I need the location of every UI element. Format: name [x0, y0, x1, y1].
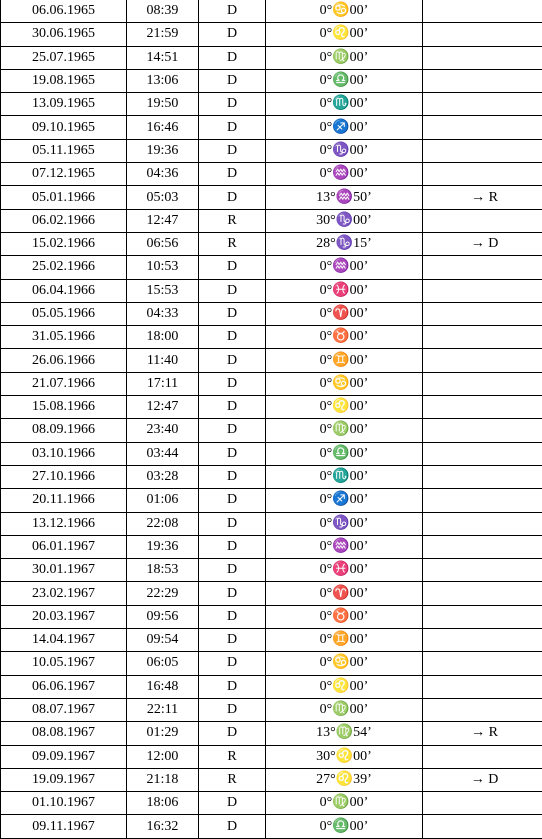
station-note-cell: → R — [423, 186, 542, 209]
direction-cell: D — [199, 419, 266, 442]
time-cell: 12:00 — [127, 745, 199, 768]
date-cell: 10.05.1967 — [1, 652, 127, 675]
table-row — [1, 815, 542, 838]
direction-cell: D — [199, 605, 266, 628]
date-cell: 03.10.1966 — [1, 442, 127, 465]
station-note-cell — [423, 139, 542, 162]
direction-cell: D — [199, 0, 266, 23]
date-cell: 09.11.1967 — [1, 815, 127, 838]
table-row — [1, 559, 542, 582]
table-row — [1, 93, 542, 116]
date-cell: 31.05.1966 — [1, 326, 127, 349]
station-note-cell — [423, 396, 542, 419]
position-cell: 0°♑00’ — [266, 139, 423, 162]
time-cell: 05:03 — [127, 186, 199, 209]
table-row — [1, 69, 542, 92]
station-note-cell — [423, 349, 542, 372]
date-cell: 19.09.1967 — [1, 768, 127, 791]
position-cell: 0°♉00’ — [266, 326, 423, 349]
direction-cell: D — [199, 815, 266, 838]
position-cell: 0°♒00’ — [266, 535, 423, 558]
time-cell: 01:06 — [127, 489, 199, 512]
date-cell: 23.02.1967 — [1, 582, 127, 605]
station-note-cell — [423, 675, 542, 698]
time-cell: 18:06 — [127, 792, 199, 815]
direction-cell: D — [199, 46, 266, 69]
time-cell: 08:39 — [127, 0, 199, 23]
table-row — [1, 186, 542, 209]
position-cell: 0°♌00’ — [266, 396, 423, 419]
direction-cell: D — [199, 326, 266, 349]
station-note-cell — [423, 582, 542, 605]
date-cell: 01.10.1967 — [1, 792, 127, 815]
table-row — [1, 0, 542, 23]
direction-cell: D — [199, 163, 266, 186]
date-cell: 25.02.1966 — [1, 256, 127, 279]
table-row — [1, 232, 542, 255]
table-row — [1, 349, 542, 372]
direction-cell: D — [199, 559, 266, 582]
time-cell: 11:40 — [127, 349, 199, 372]
direction-cell: R — [199, 209, 266, 232]
table-row — [1, 372, 542, 395]
direction-cell: D — [199, 302, 266, 325]
station-note-cell — [423, 652, 542, 675]
station-note-cell — [423, 442, 542, 465]
direction-cell: D — [199, 93, 266, 116]
time-cell: 04:36 — [127, 163, 199, 186]
direction-cell: D — [199, 256, 266, 279]
table-row — [1, 605, 542, 628]
station-note-cell: → R — [423, 722, 542, 745]
date-cell: 06.02.1966 — [1, 209, 127, 232]
direction-cell: D — [199, 465, 266, 488]
station-note-cell — [423, 116, 542, 139]
time-cell: 21:59 — [127, 23, 199, 46]
direction-cell: D — [199, 698, 266, 721]
station-note-cell — [423, 0, 542, 23]
station-note-cell — [423, 698, 542, 721]
position-cell: 0°♓00’ — [266, 559, 423, 582]
time-cell: 04:33 — [127, 302, 199, 325]
table-row — [1, 465, 542, 488]
time-cell: 13:06 — [127, 69, 199, 92]
table-row — [1, 256, 542, 279]
time-cell: 09:56 — [127, 605, 199, 628]
direction-cell: D — [199, 372, 266, 395]
table-row — [1, 116, 542, 139]
position-cell: 0°♍00’ — [266, 698, 423, 721]
station-note-cell — [423, 326, 542, 349]
direction-cell: R — [199, 745, 266, 768]
date-cell: 19.08.1965 — [1, 69, 127, 92]
table-row — [1, 326, 542, 349]
direction-cell: D — [199, 69, 266, 92]
station-note-cell — [423, 419, 542, 442]
date-cell: 05.01.1966 — [1, 186, 127, 209]
position-cell: 0°♏00’ — [266, 465, 423, 488]
time-cell: 10:53 — [127, 256, 199, 279]
time-cell: 18:00 — [127, 326, 199, 349]
station-note-cell — [423, 372, 542, 395]
date-cell: 06.04.1966 — [1, 279, 127, 302]
position-cell: 0°♌00’ — [266, 675, 423, 698]
date-cell: 27.10.1966 — [1, 465, 127, 488]
direction-cell: D — [199, 116, 266, 139]
direction-cell: D — [199, 652, 266, 675]
position-cell: 30°♌00’ — [266, 745, 423, 768]
position-cell: 0°♎00’ — [266, 815, 423, 838]
date-cell: 08.09.1966 — [1, 419, 127, 442]
table-row — [1, 489, 542, 512]
date-cell: 15.08.1966 — [1, 396, 127, 419]
table-row — [1, 675, 542, 698]
date-cell: 25.07.1965 — [1, 46, 127, 69]
table-row — [1, 396, 542, 419]
date-cell: 09.09.1967 — [1, 745, 127, 768]
date-cell: 14.04.1967 — [1, 629, 127, 652]
station-note-cell — [423, 512, 542, 535]
table-row — [1, 302, 542, 325]
position-cell: 0°♉00’ — [266, 605, 423, 628]
table-row — [1, 209, 542, 232]
table-row — [1, 745, 542, 768]
direction-cell: D — [199, 396, 266, 419]
table-row — [1, 139, 542, 162]
direction-cell: D — [199, 535, 266, 558]
table-row — [1, 535, 542, 558]
position-cell: 0°♍00’ — [266, 419, 423, 442]
direction-cell: D — [199, 279, 266, 302]
table-row — [1, 512, 542, 535]
date-cell: 13.12.1966 — [1, 512, 127, 535]
table-row — [1, 629, 542, 652]
station-note-cell — [423, 209, 542, 232]
table-row — [1, 652, 542, 675]
date-cell: 06.06.1967 — [1, 675, 127, 698]
direction-cell: D — [199, 792, 266, 815]
time-cell: 01:29 — [127, 722, 199, 745]
station-note-cell — [423, 256, 542, 279]
table-row — [1, 698, 542, 721]
table-row — [1, 442, 542, 465]
station-note-cell — [423, 23, 542, 46]
station-note-cell — [423, 815, 542, 838]
table-row — [1, 419, 542, 442]
station-note-cell: → D — [423, 768, 542, 791]
date-cell: 21.07.1966 — [1, 372, 127, 395]
time-cell: 22:11 — [127, 698, 199, 721]
position-cell: 0°♈00’ — [266, 302, 423, 325]
direction-cell: D — [199, 349, 266, 372]
time-cell: 19:36 — [127, 139, 199, 162]
date-cell: 05.05.1966 — [1, 302, 127, 325]
station-note-cell — [423, 559, 542, 582]
time-cell: 16:32 — [127, 815, 199, 838]
position-cell: 0°♎00’ — [266, 442, 423, 465]
direction-cell: D — [199, 675, 266, 698]
station-note-cell: → D — [423, 232, 542, 255]
position-cell: 0°♋00’ — [266, 0, 423, 23]
date-cell: 08.08.1967 — [1, 722, 127, 745]
time-cell: 19:36 — [127, 535, 199, 558]
date-cell: 13.09.1965 — [1, 93, 127, 116]
station-note-cell — [423, 93, 542, 116]
station-note-cell — [423, 745, 542, 768]
date-cell: 20.11.1966 — [1, 489, 127, 512]
position-cell: 0°♒00’ — [266, 163, 423, 186]
date-cell: 05.11.1965 — [1, 139, 127, 162]
date-cell: 30.06.1965 — [1, 23, 127, 46]
time-cell: 22:08 — [127, 512, 199, 535]
direction-cell: R — [199, 768, 266, 791]
date-cell: 06.06.1965 — [1, 0, 127, 23]
station-note-cell — [423, 465, 542, 488]
time-cell: 16:46 — [127, 116, 199, 139]
station-note-cell — [423, 69, 542, 92]
position-cell: 0°♌00’ — [266, 23, 423, 46]
date-cell: 20.03.1967 — [1, 605, 127, 628]
time-cell: 12:47 — [127, 209, 199, 232]
position-cell: 0°♎00’ — [266, 69, 423, 92]
time-cell: 15:53 — [127, 279, 199, 302]
time-cell: 06:05 — [127, 652, 199, 675]
position-cell: 0°♊00’ — [266, 349, 423, 372]
time-cell: 17:11 — [127, 372, 199, 395]
time-cell: 03:28 — [127, 465, 199, 488]
table-row — [1, 23, 542, 46]
time-cell: 03:44 — [127, 442, 199, 465]
position-cell: 0°♐00’ — [266, 116, 423, 139]
station-note-cell — [423, 629, 542, 652]
time-cell: 09:54 — [127, 629, 199, 652]
station-note-cell — [423, 489, 542, 512]
time-cell: 06:56 — [127, 232, 199, 255]
position-cell: 0°♍00’ — [266, 46, 423, 69]
table-row — [1, 792, 542, 815]
direction-cell: D — [199, 722, 266, 745]
date-cell: 09.10.1965 — [1, 116, 127, 139]
date-cell: 08.07.1967 — [1, 698, 127, 721]
position-cell: 0°♊00’ — [266, 629, 423, 652]
direction-cell: R — [199, 232, 266, 255]
direction-cell: D — [199, 489, 266, 512]
direction-cell: D — [199, 582, 266, 605]
table-row — [1, 163, 542, 186]
time-cell: 18:53 — [127, 559, 199, 582]
position-cell: 0°♋00’ — [266, 652, 423, 675]
direction-cell: D — [199, 512, 266, 535]
table-row — [1, 279, 542, 302]
position-cell: 13°♍54’ — [266, 722, 423, 745]
position-cell: 0°♑00’ — [266, 512, 423, 535]
station-note-cell — [423, 535, 542, 558]
direction-cell: D — [199, 186, 266, 209]
direction-cell: D — [199, 629, 266, 652]
time-cell: 14:51 — [127, 46, 199, 69]
position-cell: 0°♈00’ — [266, 582, 423, 605]
station-note-cell — [423, 279, 542, 302]
station-note-cell — [423, 163, 542, 186]
date-cell: 07.12.1965 — [1, 163, 127, 186]
time-cell: 12:47 — [127, 396, 199, 419]
position-cell: 28°♑15’ — [266, 232, 423, 255]
date-cell: 30.01.1967 — [1, 559, 127, 582]
ephemeris-table-body — [1, 0, 542, 838]
time-cell: 23:40 — [127, 419, 199, 442]
direction-cell: D — [199, 442, 266, 465]
time-cell: 16:48 — [127, 675, 199, 698]
position-cell: 0°♐00’ — [266, 489, 423, 512]
station-note-cell — [423, 302, 542, 325]
position-cell: 0°♏00’ — [266, 93, 423, 116]
date-cell: 26.06.1966 — [1, 349, 127, 372]
time-cell: 22:29 — [127, 582, 199, 605]
table-row — [1, 768, 542, 791]
time-cell: 21:18 — [127, 768, 199, 791]
table-row — [1, 722, 542, 745]
direction-cell: D — [199, 23, 266, 46]
table-row — [1, 46, 542, 69]
date-cell: 06.01.1967 — [1, 535, 127, 558]
position-cell: 0°♋00’ — [266, 372, 423, 395]
position-cell: 13°♒50’ — [266, 186, 423, 209]
station-note-cell — [423, 605, 542, 628]
direction-cell: D — [199, 139, 266, 162]
position-cell: 30°♑00’ — [266, 209, 423, 232]
position-cell: 0°♍00’ — [266, 792, 423, 815]
position-cell: 0°♒00’ — [266, 256, 423, 279]
station-note-cell — [423, 792, 542, 815]
date-cell: 15.02.1966 — [1, 232, 127, 255]
table-row — [1, 582, 542, 605]
position-cell: 0°♓00’ — [266, 279, 423, 302]
time-cell: 19:50 — [127, 93, 199, 116]
position-cell: 27°♌39’ — [266, 768, 423, 791]
station-note-cell — [423, 46, 542, 69]
